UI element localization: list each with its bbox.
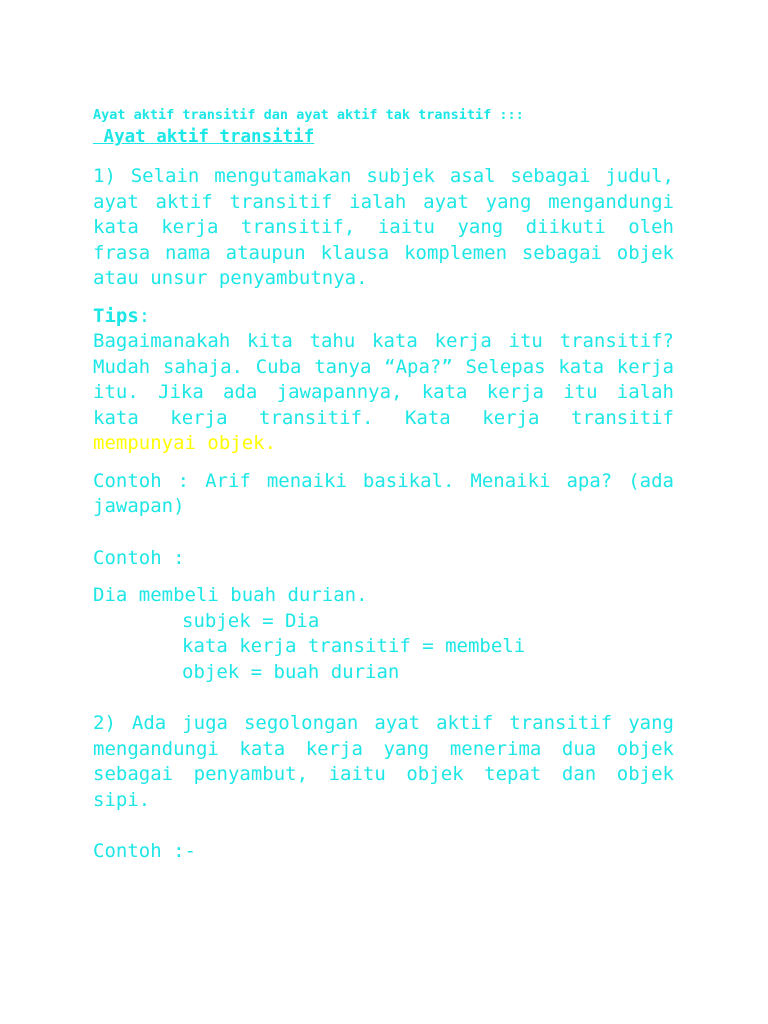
example-2-label: Contoh : — [93, 546, 185, 569]
example-2-sentence: Dia membeli buah durian. — [93, 584, 368, 606]
example-2-verb: kata kerja transitif = membeli — [182, 635, 526, 657]
example-1: Contoh : Arif menaiki basikal. Menaiki apa? (ada jawapan) — [93, 469, 674, 517]
tips-heading — [93, 304, 674, 330]
document-page — [93, 106, 674, 865]
example-3-label: Contoh :- — [93, 840, 196, 862]
section-title: Ayat aktif transitif — [93, 127, 315, 147]
example-2-object: objek = buah durian — [182, 660, 400, 683]
example-2-subject: subjek = Dia — [182, 609, 320, 632]
tips-highlight: mempunyai objek. — [93, 432, 277, 454]
point-1-paragraph: 1) Selain mengutamakan subjek asal sebagai judul, ayat aktif transitif ialah ayat yang mengandungi kata kerja transitif, iaitu yang diikuti oleh frasa nama ataupun klausa komplemen sebagai objek atau unsur penyambutnya. — [93, 165, 674, 289]
tips-paragraph — [93, 329, 674, 457]
tips-colon: : — [138, 304, 151, 327]
tips-label: Tips — [93, 304, 139, 327]
point-2-paragraph: 2) Ada juga segolongan ayat aktif transitif yang mengandungi kata kerja yang menerima dua objek sebagai penyambut, iaitu objek tepat dan objek sipi. — [93, 712, 674, 811]
document-heading: Ayat aktif transitif dan ayat aktif tak transitif ::: — [93, 107, 524, 123]
tips-text: Bagaimanakah kita tahu kata kerja itu transitif?Mudah sahaja. Cuba tanya “Apa?” Selepas kata kerja itu. Jika ada jawapannya, kata kerja itu ialah kata kerja transitif. Kata kerja transitif — [93, 330, 674, 429]
